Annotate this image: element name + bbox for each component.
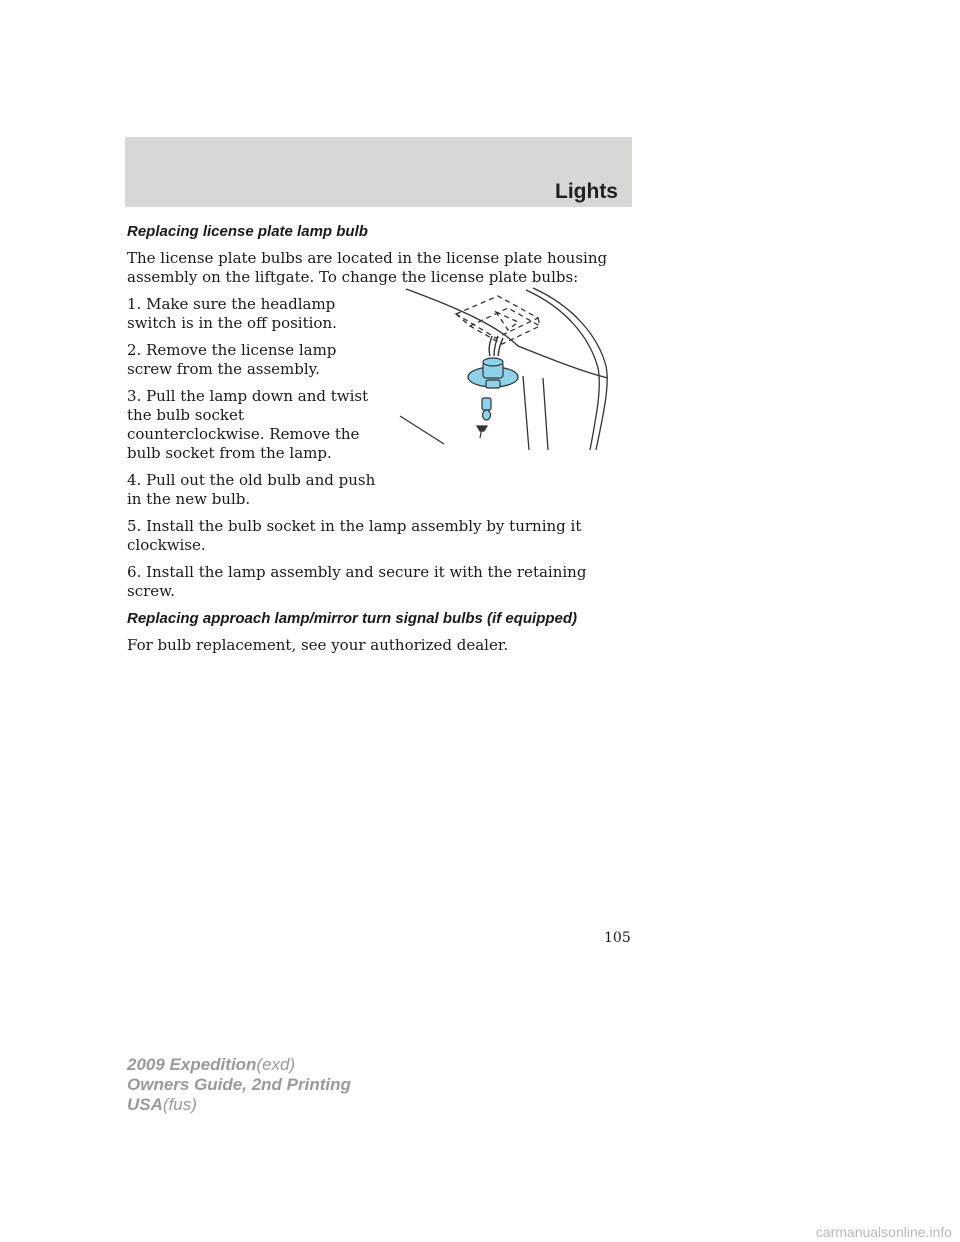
bulb-base (482, 398, 491, 410)
heading-approach-lamp: Replacing approach lamp/mirror turn signal bulbs (if equipped) (127, 610, 578, 627)
footer-line-3 (127, 1095, 351, 1115)
liftgate-outer-curve (533, 288, 607, 450)
step-6: 6. Install the lamp assembly and secure it with the retaining screw. (127, 563, 587, 600)
footer-market-code: (fus) (162, 1095, 197, 1114)
screw-head (477, 426, 487, 431)
section-header-band (125, 137, 632, 207)
footer-line-2 (127, 1075, 351, 1095)
step-1: 1. Make sure the headlamp switch is in the off position. (127, 295, 337, 332)
liftgate-bumper-line (400, 416, 444, 444)
housing-outline-back (456, 296, 538, 338)
approach-lamp-paragraph: For bulb replacement, see your authorized dealer. (127, 636, 509, 654)
step-5: 5. Install the bulb socket in the lamp assembly by turning it clockwise. (127, 517, 582, 554)
liftgate-top-edge (406, 289, 608, 378)
footer-model: 2009 Expedition (127, 1055, 257, 1074)
housing-recess (496, 312, 518, 330)
document-footer (127, 1055, 351, 1115)
page-number: 105 (604, 930, 631, 946)
housing-edge-left (456, 314, 470, 326)
steps-beside-figure (127, 295, 379, 509)
liftgate-inner-curve (526, 290, 599, 450)
footer-model-code: (exd) (256, 1055, 296, 1074)
wire-2 (494, 336, 498, 356)
heading-license-plate-lamp: Replacing license plate lamp bulb (127, 223, 368, 240)
intro-paragraph: The license plate bulbs are located in the license plate housing assembly on the liftgate. To change the license plate bulbs: (127, 249, 608, 286)
liftgate-panel-line-2 (543, 378, 548, 450)
step-4: 4. Pull out the old bulb and push in the new bulb. (127, 471, 376, 508)
license-lamp-illustration (398, 286, 632, 450)
step-3: 3. Pull the lamp down and twist the bulb socket counterclockwise. Remove the bulb socket from the lamp. (127, 387, 369, 462)
lamp-socket-top (483, 358, 503, 366)
wire-1 (489, 336, 492, 356)
watermark-text: carmanualsonline.info (815, 1224, 952, 1240)
footer-market: USA (127, 1095, 163, 1114)
liftgate-panel-line-1 (523, 376, 529, 450)
lamp-socket-neck (486, 380, 500, 388)
footer-printing: Owners Guide, 2nd Printing (127, 1075, 351, 1094)
bulb-glass (483, 410, 491, 420)
wire-3 (498, 338, 503, 356)
step-2: 2. Remove the license lamp screw from the assembly. (127, 341, 337, 378)
section-title: Lights (555, 180, 618, 203)
footer-line-1 (127, 1055, 351, 1075)
